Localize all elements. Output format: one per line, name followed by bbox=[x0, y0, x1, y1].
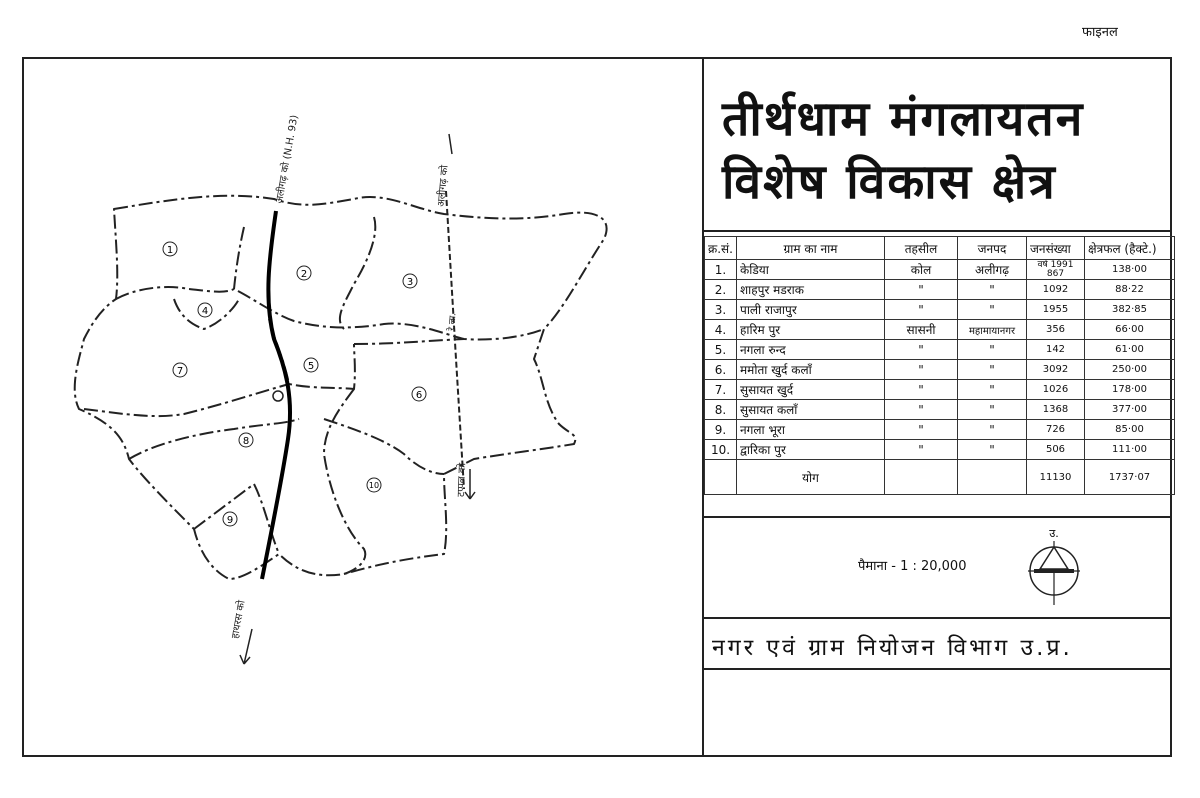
cell-sn: 10. bbox=[705, 440, 737, 460]
svg-text:6: 6 bbox=[415, 390, 423, 401]
boundary-7-8 bbox=[84, 384, 289, 416]
cell-tehsil: " bbox=[885, 380, 958, 400]
cell-population bbox=[1027, 260, 1085, 280]
cell-village: पाली राजापुर bbox=[737, 300, 885, 320]
boundary-8 bbox=[129, 419, 299, 459]
cell-tehsil: " bbox=[885, 420, 958, 440]
cell-sn: 7. bbox=[705, 380, 737, 400]
title-line-2: विशेष विकास क्षेत्र bbox=[722, 154, 1057, 210]
table-row bbox=[705, 260, 1175, 280]
scale-label: पैमाना - 1 : 20,000 bbox=[858, 559, 967, 574]
cell-tehsil: कोल bbox=[885, 260, 958, 280]
village-table bbox=[704, 236, 1175, 495]
cell-sn: 2. bbox=[705, 280, 737, 300]
department-name: नगर एवं ग्राम नियोजन विभाग उ.प्र. bbox=[712, 635, 1073, 661]
cell-tehsil: " bbox=[885, 280, 958, 300]
table-row bbox=[705, 320, 1175, 340]
label-rail: रे.ला. bbox=[447, 312, 459, 332]
cell-population: 1368 bbox=[1027, 400, 1085, 420]
svg-text:4: 4 bbox=[201, 306, 209, 317]
table-row bbox=[705, 380, 1175, 400]
header-population: जनसंख्या bbox=[1027, 237, 1085, 260]
boundary-5-6 bbox=[354, 339, 464, 344]
zone-3 bbox=[403, 274, 417, 288]
cell-village: नगला भूरा bbox=[737, 420, 885, 440]
zone-1 bbox=[163, 242, 177, 256]
svg-text:5: 5 bbox=[307, 361, 315, 372]
table-row bbox=[705, 340, 1175, 360]
boundary-6-10 bbox=[324, 419, 444, 474]
svg-text:9: 9 bbox=[226, 515, 234, 526]
svg-text:2: 2 bbox=[300, 269, 308, 280]
table-row bbox=[705, 400, 1175, 420]
cell-area: 178·00 bbox=[1085, 380, 1175, 400]
cell-empty bbox=[958, 460, 1027, 495]
cell-area: 61·00 bbox=[1085, 340, 1175, 360]
cell-population: 142 bbox=[1027, 340, 1085, 360]
boundary-10 bbox=[324, 389, 365, 574]
cell-district: " bbox=[958, 280, 1027, 300]
table-row bbox=[705, 360, 1175, 380]
cell-district: " bbox=[958, 300, 1027, 320]
department-divider-bottom bbox=[704, 668, 1170, 670]
cell-population: 506 bbox=[1027, 440, 1085, 460]
cell-village: द्वारिका पुर bbox=[737, 440, 885, 460]
cell-village: ममोता खुर्द कलाँ bbox=[737, 360, 885, 380]
svg-text:3: 3 bbox=[406, 277, 414, 288]
cell-village: सुसायत कलाँ bbox=[737, 400, 885, 420]
cell-district: अलीगढ़ bbox=[958, 260, 1027, 280]
arrow-to-aligarh bbox=[449, 134, 452, 154]
zone-9 bbox=[223, 512, 237, 526]
zone-4 bbox=[198, 303, 212, 317]
cell-sn: 8. bbox=[705, 400, 737, 420]
cell-population: 3092 bbox=[1027, 360, 1085, 380]
north-arrow-icon bbox=[1024, 523, 1084, 608]
cell-area: 250·00 bbox=[1085, 360, 1175, 380]
table-divider bbox=[704, 516, 1170, 518]
zone-7 bbox=[173, 363, 187, 377]
zone-6 bbox=[412, 387, 426, 401]
cell-tehsil: " bbox=[885, 400, 958, 420]
cell-area: 377·00 bbox=[1085, 400, 1175, 420]
label-tappal: टप्पल को bbox=[456, 462, 469, 498]
zone-5 bbox=[304, 358, 318, 372]
cell-village: केडिया bbox=[737, 260, 885, 280]
cell-area: 85·00 bbox=[1085, 420, 1175, 440]
cell-area: 88·22 bbox=[1085, 280, 1175, 300]
title-divider bbox=[704, 230, 1170, 232]
total-label: योग bbox=[737, 460, 885, 495]
cell-sn: 3. bbox=[705, 300, 737, 320]
cell-tehsil: " bbox=[885, 440, 958, 460]
table-row bbox=[705, 420, 1175, 440]
table-row bbox=[705, 300, 1175, 320]
cell-sn: 1. bbox=[705, 260, 737, 280]
cell-population: 1026 bbox=[1027, 380, 1085, 400]
cell-district: " bbox=[958, 340, 1027, 360]
table-row bbox=[705, 440, 1175, 460]
label-aligarh: अलीगढ़ को bbox=[436, 164, 451, 208]
cell-empty bbox=[705, 460, 737, 495]
cell-district: " bbox=[958, 440, 1027, 460]
cell-area: 138·00 bbox=[1085, 260, 1175, 280]
header-district: जनपद bbox=[958, 237, 1027, 260]
boundary-1-2 bbox=[234, 227, 244, 289]
cell-sn: 6. bbox=[705, 360, 737, 380]
cell-tehsil: " bbox=[885, 300, 958, 320]
north-label: उ. bbox=[1049, 527, 1059, 540]
cell-population: 726 bbox=[1027, 420, 1085, 440]
cell-village: हारिम पुर bbox=[737, 320, 885, 340]
cell-village: सुसायत खुर्द bbox=[737, 380, 885, 400]
table-total-row bbox=[705, 460, 1175, 495]
zone-10 bbox=[367, 478, 381, 492]
cell-village: शाहपुर मडराक bbox=[737, 280, 885, 300]
cell-area: 382·85 bbox=[1085, 300, 1175, 320]
cell-district: " bbox=[958, 360, 1027, 380]
population-value: 867 bbox=[1046, 268, 1065, 279]
table-row bbox=[705, 280, 1175, 300]
title-line-1: तीर्थधाम मंगलायतन bbox=[722, 91, 1085, 147]
cell-village: नगला रुन्द bbox=[737, 340, 885, 360]
cell-population: 1955 bbox=[1027, 300, 1085, 320]
cell-sn: 5. bbox=[705, 340, 737, 360]
cell-tehsil: " bbox=[885, 360, 958, 380]
cell-area: 111·00 bbox=[1085, 440, 1175, 460]
table-header-row bbox=[705, 237, 1175, 260]
cell-tehsil: सासनी bbox=[885, 320, 958, 340]
cell-area: 66·00 bbox=[1085, 320, 1175, 340]
cell-empty bbox=[885, 460, 958, 495]
cell-sn: 4. bbox=[705, 320, 737, 340]
cell-district: " bbox=[958, 380, 1027, 400]
total-population: 11130 bbox=[1027, 460, 1085, 495]
cell-district: " bbox=[958, 420, 1027, 440]
population-year: वर्ष 1991 bbox=[1037, 259, 1074, 270]
svg-text:7: 7 bbox=[176, 366, 184, 377]
boundary-north bbox=[116, 287, 544, 339]
svg-text:8: 8 bbox=[242, 436, 250, 447]
site-map bbox=[24, 59, 700, 754]
svg-text:10: 10 bbox=[368, 481, 380, 490]
road-junction-marker bbox=[273, 391, 283, 401]
cell-population: 356 bbox=[1027, 320, 1085, 340]
cell-tehsil: " bbox=[885, 340, 958, 360]
boundary-5 bbox=[269, 319, 355, 389]
cell-district: " bbox=[958, 400, 1027, 420]
cell-sn: 9. bbox=[705, 420, 737, 440]
zone-8 bbox=[239, 433, 253, 447]
svg-text:1: 1 bbox=[166, 245, 174, 256]
department-divider-top bbox=[704, 617, 1170, 619]
header-sn: क्र.सं. bbox=[705, 237, 737, 260]
header-area: क्षेत्रफल (हैक्टे.) bbox=[1085, 237, 1175, 260]
total-area: 1737·07 bbox=[1085, 460, 1175, 495]
cell-population: 1092 bbox=[1027, 280, 1085, 300]
zone-2 bbox=[297, 266, 311, 280]
cell-district: महामायानगर bbox=[958, 320, 1027, 340]
label-nh93: अलीगढ़ को (N.H. 93) bbox=[274, 114, 301, 205]
boundary-2-3 bbox=[340, 217, 375, 329]
label-hathras: हाथरस को bbox=[230, 599, 248, 640]
header-tehsil: तहसील bbox=[885, 237, 958, 260]
header-village: ग्राम का नाम bbox=[737, 237, 885, 260]
zone-labels bbox=[163, 242, 426, 526]
corner-label: फाइनल bbox=[1082, 25, 1118, 40]
